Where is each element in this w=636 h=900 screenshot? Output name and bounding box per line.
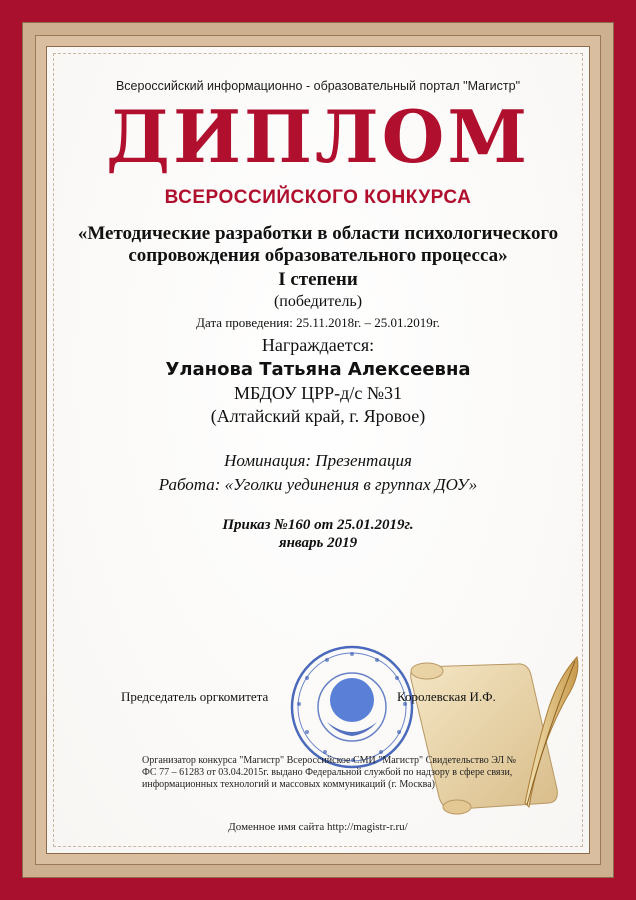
contest-dates: Дата проведения: 25.11.2018г. – 25.01.2019г. [196, 315, 440, 330]
organizer-info: Организатор конкурса "Магистр" Всероссийское СМИ "Магистр" Свидетельство ЭЛ № ФС 77 – 61283 от 03.04.2015г. выдано Федеральной службой по надзору в сфере связи, информационных технологий и массовых коммуникаций (г. Москва) [142, 755, 517, 790]
work-title: Работа: «Уголки уединения в группах ДОУ» [158, 475, 478, 494]
inner-frame [35, 35, 601, 865]
scroll-quill-icon [399, 627, 584, 827]
seal-stamp-icon [287, 642, 417, 772]
diploma-sheet [46, 46, 590, 854]
outer-frame [22, 22, 614, 878]
nomination: Номинация: Презентация [224, 451, 412, 470]
order-number: Приказ №160 от 25.01.2019г. [222, 517, 414, 533]
contest-line-2: сопровождения образовательного процесса» [128, 245, 508, 266]
site-domain: Доменное имя сайта http://magistr-r.ru/ [228, 821, 408, 833]
chair-label: Председатель оргкомитета [121, 689, 269, 704]
recipient-name: Уланова Татьяна Алексеевна [165, 359, 471, 380]
awarded-label: Награждается: [261, 335, 375, 355]
issue-month: январь 2019 [278, 535, 358, 551]
diploma-title: ДИПЛОМ [105, 94, 531, 179]
winner-label: (победитель) [273, 293, 363, 310]
contest-line-1: «Методические разработки в области психологического [77, 223, 559, 244]
portal-name: Всероссийский информационно - образовательный портал "Магистр" [115, 79, 521, 93]
recipient-organization: МБДОУ ЦРР-д/с №31 [233, 383, 402, 403]
degree: I степени [278, 269, 358, 290]
chair-name: Королевская И.Ф. [397, 689, 496, 704]
contest-name [47, 223, 589, 267]
diploma-subtitle: ВСЕРОССИЙСКОГО КОНКУРСА [164, 187, 472, 208]
recipient-region: (Алтайский край, г. Яровое) [210, 406, 426, 426]
